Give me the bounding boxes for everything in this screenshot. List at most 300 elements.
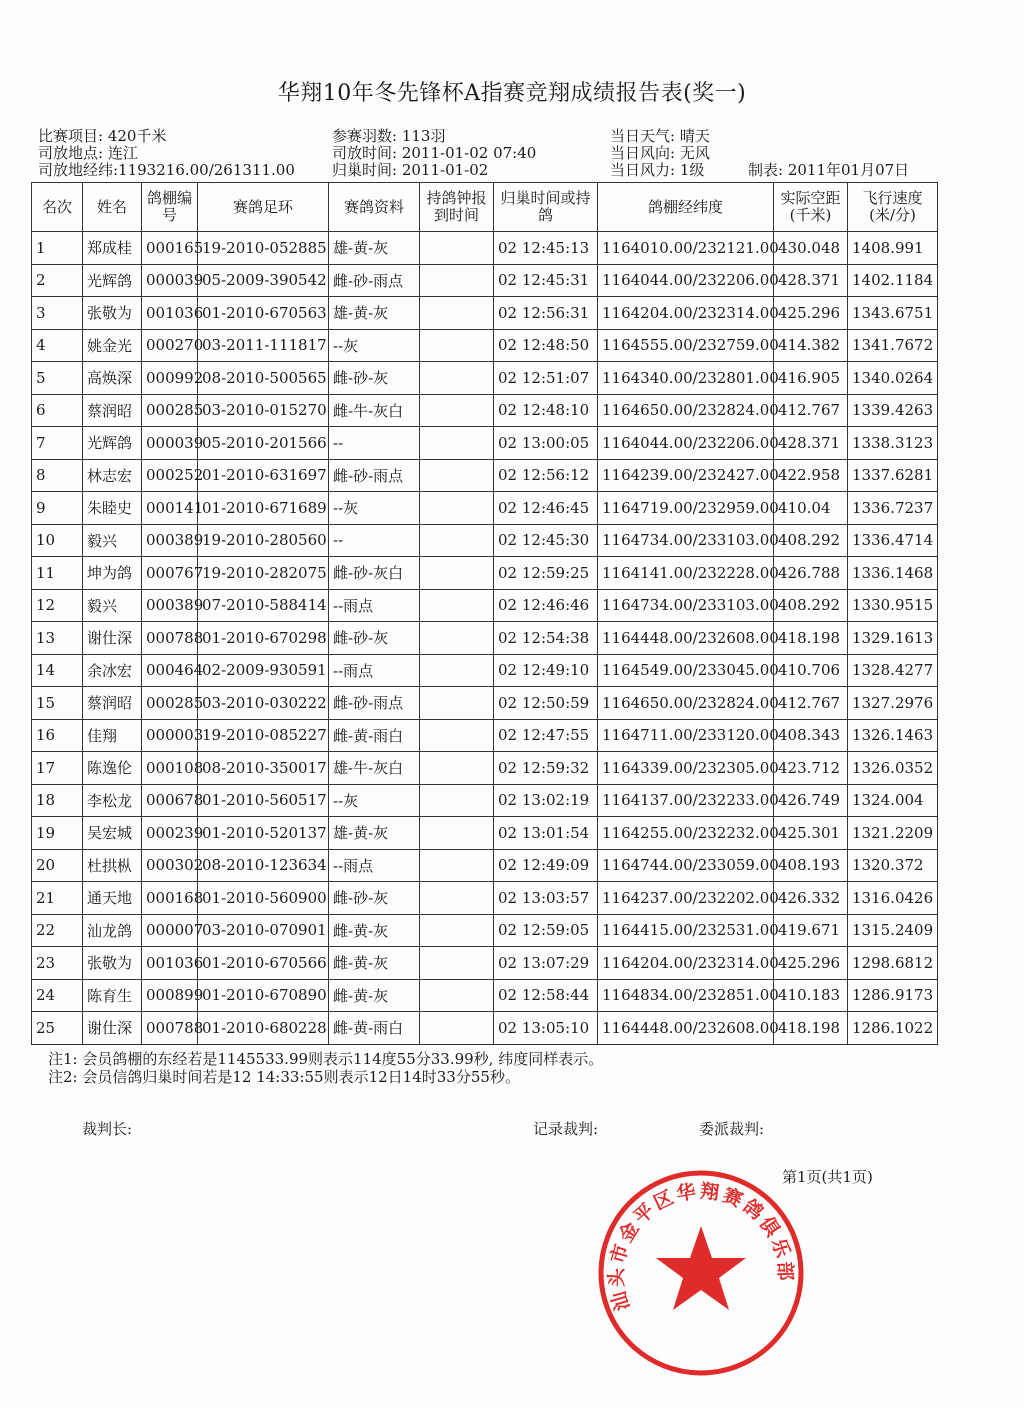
cell-loft-id: 000788: [142, 622, 198, 655]
cell-speed: 1327.2976: [848, 687, 938, 720]
table-row: [32, 687, 938, 720]
cell-name: 光辉鸽: [83, 427, 142, 460]
cell-loft-coords: 1164448.00/232608.00: [598, 1012, 774, 1045]
cell-distance: 412.767: [774, 687, 848, 720]
header-rank: 名次: [32, 183, 83, 232]
table-header-row: [32, 183, 938, 232]
info-made-date: 制表: 2011年01月07日: [748, 161, 910, 179]
results-table: [31, 182, 938, 1045]
cell-loft-coords: 1164239.00/232427.00: [598, 459, 774, 492]
cell-return-time: 02 12:45:13: [494, 232, 598, 265]
cell-bird-info: --: [329, 427, 420, 460]
cell-loft-id: 000389: [142, 524, 198, 557]
info-wind-direction: 当日风向: 无风: [610, 144, 710, 162]
cell-rank: 4: [32, 329, 83, 362]
cell-rank: 25: [32, 1012, 83, 1045]
cell-return-time: 02 13:00:05: [494, 427, 598, 460]
cell-name: 佳翔: [83, 719, 142, 752]
cell-bird-info: --雨点: [329, 654, 420, 687]
table-row: [32, 914, 938, 947]
info-release-site: 司放地点: 连江: [38, 144, 138, 162]
cell-speed: 1316.0426: [848, 882, 938, 915]
table-row: [32, 459, 938, 492]
cell-ring: 01-2010-520137: [198, 817, 329, 850]
cell-return-time: 02 12:59:05: [494, 914, 598, 947]
club-seal: [596, 1168, 806, 1378]
cell-loft-id: 000007: [142, 914, 198, 947]
cell-return-time: 02 12:50:59: [494, 687, 598, 720]
table-row: [32, 817, 938, 850]
note-1: 注1: 会员鸽棚的东经若是1145533.99则表示114度55分33.99秒, 纬度同样表示。: [48, 1050, 604, 1068]
cell-rank: 13: [32, 622, 83, 655]
cell-clock-time: [420, 492, 494, 525]
table-row: [32, 362, 938, 395]
cell-name: 毅兴: [83, 524, 142, 557]
cell-distance: 425.296: [774, 297, 848, 330]
cell-speed: 1326.0352: [848, 752, 938, 785]
seal-text: 汕头市金平区华翔赛鸽俱乐部: [605, 1180, 797, 1314]
cell-ring: 03-2010-015270: [198, 394, 329, 427]
cell-rank: 24: [32, 979, 83, 1012]
cell-bird-info: --灰: [329, 492, 420, 525]
cell-speed: 1286.9173: [848, 979, 938, 1012]
info-event: 比赛项目: 420千米: [38, 127, 167, 145]
cell-return-time: 02 13:05:10: [494, 1012, 598, 1045]
cell-ring: 01-2010-670890: [198, 979, 329, 1012]
cell-name: 高焕深: [83, 362, 142, 395]
cell-loft-coords: 1164044.00/232206.00: [598, 264, 774, 297]
cell-bird-info: 雌-黄-雨白: [329, 719, 420, 752]
cell-name: 林志宏: [83, 459, 142, 492]
cell-name: 谢仕深: [83, 1012, 142, 1045]
cell-loft-id: 000039: [142, 427, 198, 460]
cell-rank: 6: [32, 394, 83, 427]
cell-loft-id: 000788: [142, 1012, 198, 1045]
cell-clock-time: [420, 817, 494, 850]
cell-clock-time: [420, 589, 494, 622]
cell-clock-time: [420, 264, 494, 297]
cell-bird-info: 雄-黄-灰: [329, 297, 420, 330]
cell-ring: 19-2010-052885: [198, 232, 329, 265]
cell-loft-id: 000899: [142, 979, 198, 1012]
cell-name: 李松龙: [83, 784, 142, 817]
header-distance: 实际空距(千米): [774, 183, 848, 232]
table-row: [32, 849, 938, 882]
table-row: [32, 622, 938, 655]
cell-distance: 412.767: [774, 394, 848, 427]
cell-return-time: 02 12:46:46: [494, 589, 598, 622]
cell-loft-coords: 1164010.00/232121.00: [598, 232, 774, 265]
cell-speed: 1341.7672: [848, 329, 938, 362]
cell-return-time: 02 13:07:29: [494, 947, 598, 980]
cell-rank: 21: [32, 882, 83, 915]
table-row: [32, 654, 938, 687]
cell-name: 蔡润昭: [83, 687, 142, 720]
cell-name: 张敬为: [83, 947, 142, 980]
cell-loft-id: 000165: [142, 232, 198, 265]
table-row: [32, 329, 938, 362]
cell-clock-time: [420, 1012, 494, 1045]
cell-name: 姚金光: [83, 329, 142, 362]
cell-rank: 3: [32, 297, 83, 330]
cell-name: 陈逸伦: [83, 752, 142, 785]
cell-rank: 14: [32, 654, 83, 687]
cell-bird-info: 雄-黄-灰: [329, 232, 420, 265]
cell-name: 通天地: [83, 882, 142, 915]
cell-speed: 1340.0264: [848, 362, 938, 395]
page-number: 第1页(共1页): [782, 1168, 873, 1186]
cell-loft-coords: 1164204.00/232314.00: [598, 947, 774, 980]
cell-loft-id: 001036: [142, 297, 198, 330]
table-row: [32, 752, 938, 785]
cell-rank: 8: [32, 459, 83, 492]
cell-clock-time: [420, 297, 494, 330]
cell-loft-coords: 1164255.00/232232.00: [598, 817, 774, 850]
cell-return-time: 02 12:47:55: [494, 719, 598, 752]
info-column-2: [332, 128, 536, 179]
cell-ring: 05-2010-201566: [198, 427, 329, 460]
cell-distance: 423.712: [774, 752, 848, 785]
info-return-time: 归巢时间: 2011-01-02: [332, 161, 489, 179]
cell-loft-coords: 1164340.00/232801.00: [598, 362, 774, 395]
cell-ring: 19-2010-085227: [198, 719, 329, 752]
cell-bird-info: 雄-牛-灰白: [329, 752, 420, 785]
cell-return-time: 02 12:56:31: [494, 297, 598, 330]
cell-ring: 01-2010-670566: [198, 947, 329, 980]
cell-rank: 10: [32, 524, 83, 557]
cell-loft-coords: 1164415.00/232531.00: [598, 914, 774, 947]
table-row: [32, 719, 938, 752]
header-ring: 赛鸽足环: [198, 183, 329, 232]
info-entries: 参赛羽数: 113羽: [332, 127, 446, 145]
cell-return-time: 02 12:54:38: [494, 622, 598, 655]
cell-clock-time: [420, 362, 494, 395]
cell-clock-time: [420, 329, 494, 362]
info-release-coords: 司放地经纬:1193216.00/261311.00: [38, 161, 295, 179]
info-wind-force: 当日风力: 1级: [610, 161, 705, 179]
cell-speed: 1336.7237: [848, 492, 938, 525]
header-bird-info: 赛鸽资料: [329, 183, 420, 232]
cell-speed: 1326.1463: [848, 719, 938, 752]
cell-speed: 1339.4263: [848, 394, 938, 427]
cell-loft-coords: 1164237.00/232202.00: [598, 882, 774, 915]
info-weather: 当日天气: 晴天: [610, 127, 710, 145]
cell-ring: 01-2010-560900: [198, 882, 329, 915]
cell-ring: 08-2010-123634: [198, 849, 329, 882]
cell-clock-time: [420, 752, 494, 785]
cell-name: 蔡润昭: [83, 394, 142, 427]
cell-bird-info: --灰: [329, 784, 420, 817]
cell-ring: 19-2010-282075: [198, 557, 329, 590]
cell-loft-coords: 1164711.00/233120.00: [598, 719, 774, 752]
cell-rank: 9: [32, 492, 83, 525]
cell-clock-time: [420, 947, 494, 980]
cell-speed: 1286.1022: [848, 1012, 938, 1045]
cell-name: 汕龙鸽: [83, 914, 142, 947]
note-2: 注2: 会员信鸽归巢时间若是12 14:33:55则表示12日14时33分55秒。: [48, 1068, 520, 1086]
table-row: [32, 882, 938, 915]
cell-loft-coords: 1164734.00/233103.00: [598, 589, 774, 622]
cell-return-time: 02 12:59:25: [494, 557, 598, 590]
header-return-time: 归巢时间或持鸽: [494, 183, 598, 232]
cell-ring: 08-2010-500565: [198, 362, 329, 395]
cell-bird-info: 雌-砂-灰白: [329, 557, 420, 590]
signature-recording-judge: 记录裁判:: [533, 1120, 599, 1138]
notes: [48, 1050, 603, 1086]
cell-name: 陈育生: [83, 979, 142, 1012]
cell-loft-id: 001036: [142, 947, 198, 980]
cell-loft-id: 000302: [142, 849, 198, 882]
header-loft-id: 鸽棚编号: [142, 183, 198, 232]
header-clock-time: 持鸽钟报到时间: [420, 183, 494, 232]
star-icon: [656, 1226, 746, 1310]
cell-ring: 01-2010-670298: [198, 622, 329, 655]
cell-loft-coords: 1164834.00/232851.00: [598, 979, 774, 1012]
cell-clock-time: [420, 914, 494, 947]
cell-bird-info: 雌-砂-灰: [329, 362, 420, 395]
cell-bird-info: 雌-黄-灰: [329, 979, 420, 1012]
cell-bird-info: 雌-砂-雨点: [329, 687, 420, 720]
cell-loft-coords: 1164204.00/232314.00: [598, 297, 774, 330]
signature-chief-judge: 裁判长:: [82, 1120, 133, 1138]
cell-distance: 408.193: [774, 849, 848, 882]
cell-bird-info: 雌-砂-雨点: [329, 459, 420, 492]
cell-clock-time: [420, 394, 494, 427]
cell-clock-time: [420, 687, 494, 720]
table-row: [32, 947, 938, 980]
cell-distance: 418.198: [774, 1012, 848, 1045]
cell-speed: 1402.1184: [848, 264, 938, 297]
cell-speed: 1336.4714: [848, 524, 938, 557]
cell-ring: 08-2010-350017: [198, 752, 329, 785]
cell-return-time: 02 12:48:50: [494, 329, 598, 362]
cell-speed: 1343.6751: [848, 297, 938, 330]
cell-return-time: 02 13:02:19: [494, 784, 598, 817]
cell-loft-coords: 1164549.00/233045.00: [598, 654, 774, 687]
cell-distance: 410.706: [774, 654, 848, 687]
cell-rank: 17: [32, 752, 83, 785]
cell-distance: 408.343: [774, 719, 848, 752]
cell-ring: 07-2010-588414: [198, 589, 329, 622]
cell-distance: 428.371: [774, 264, 848, 297]
cell-loft-id: 000252: [142, 459, 198, 492]
cell-bird-info: 雌-黄-灰: [329, 947, 420, 980]
header-name: 姓名: [83, 183, 142, 232]
cell-return-time: 02 12:58:44: [494, 979, 598, 1012]
cell-bird-info: 雌-砂-灰: [329, 622, 420, 655]
cell-rank: 23: [32, 947, 83, 980]
cell-return-time: 02 13:03:57: [494, 882, 598, 915]
cell-speed: 1408.991: [848, 232, 938, 265]
cell-loft-coords: 1164719.00/232959.00: [598, 492, 774, 525]
cell-distance: 426.332: [774, 882, 848, 915]
cell-bird-info: 雌-砂-雨点: [329, 264, 420, 297]
cell-name: 毅兴: [83, 589, 142, 622]
cell-rank: 7: [32, 427, 83, 460]
cell-rank: 15: [32, 687, 83, 720]
cell-distance: 428.371: [774, 427, 848, 460]
table-row: [32, 232, 938, 265]
cell-loft-id: 000992: [142, 362, 198, 395]
cell-distance: 426.788: [774, 557, 848, 590]
cell-return-time: 02 12:45:30: [494, 524, 598, 557]
cell-loft-coords: 1164650.00/232824.00: [598, 687, 774, 720]
cell-return-time: 02 12:51:07: [494, 362, 598, 395]
table-row: [32, 394, 938, 427]
cell-distance: 408.292: [774, 524, 848, 557]
cell-distance: 418.198: [774, 622, 848, 655]
cell-ring: 02-2009-930591: [198, 654, 329, 687]
cell-name: 朱睦史: [83, 492, 142, 525]
cell-loft-coords: 1164650.00/232824.00: [598, 394, 774, 427]
cell-speed: 1324.004: [848, 784, 938, 817]
cell-clock-time: [420, 622, 494, 655]
info-column-1: [38, 128, 295, 179]
table-row: [32, 784, 938, 817]
cell-rank: 16: [32, 719, 83, 752]
cell-speed: 1315.2409: [848, 914, 938, 947]
cell-clock-time: [420, 232, 494, 265]
cell-bird-info: 雌-黄-雨白: [329, 1012, 420, 1045]
cell-name: 杜拱枞: [83, 849, 142, 882]
table-row: [32, 979, 938, 1012]
cell-speed: 1336.1468: [848, 557, 938, 590]
cell-loft-coords: 1164339.00/232305.00: [598, 752, 774, 785]
cell-loft-id: 000285: [142, 687, 198, 720]
cell-distance: 416.905: [774, 362, 848, 395]
cell-bird-info: 雌-黄-灰: [329, 914, 420, 947]
cell-clock-time: [420, 979, 494, 1012]
cell-bird-info: --: [329, 524, 420, 557]
cell-loft-id: 000239: [142, 817, 198, 850]
table-row: [32, 264, 938, 297]
cell-clock-time: [420, 459, 494, 492]
cell-loft-coords: 1164734.00/233103.00: [598, 524, 774, 557]
cell-name: 余冰宏: [83, 654, 142, 687]
cell-ring: 01-2010-560517: [198, 784, 329, 817]
cell-distance: 408.292: [774, 589, 848, 622]
cell-clock-time: [420, 882, 494, 915]
cell-name: 谢仕深: [83, 622, 142, 655]
cell-ring: 03-2010-030222: [198, 687, 329, 720]
cell-bird-info: --雨点: [329, 589, 420, 622]
header-speed: 飞行速度(米/分): [848, 183, 938, 232]
cell-speed: 1337.6281: [848, 459, 938, 492]
cell-loft-coords: 1164744.00/233059.00: [598, 849, 774, 882]
cell-distance: 410.183: [774, 979, 848, 1012]
cell-loft-coords: 1164555.00/232759.00: [598, 329, 774, 362]
cell-loft-id: 000767: [142, 557, 198, 590]
cell-rank: 1: [32, 232, 83, 265]
cell-clock-time: [420, 557, 494, 590]
table-row: [32, 557, 938, 590]
table-row: [32, 1012, 938, 1045]
cell-ring: 01-2010-680228: [198, 1012, 329, 1045]
cell-distance: 425.301: [774, 817, 848, 850]
info-release-time: 司放时间: 2011-01-02 07:40: [332, 144, 537, 162]
cell-rank: 12: [32, 589, 83, 622]
cell-name: 光辉鸽: [83, 264, 142, 297]
cell-ring: 03-2011-111817: [198, 329, 329, 362]
cell-name: 张敬为: [83, 297, 142, 330]
cell-speed: 1330.9515: [848, 589, 938, 622]
cell-rank: 2: [32, 264, 83, 297]
cell-distance: 414.382: [774, 329, 848, 362]
cell-ring: 01-2010-631697: [198, 459, 329, 492]
cell-speed: 1328.4277: [848, 654, 938, 687]
cell-return-time: 02 12:56:12: [494, 459, 598, 492]
cell-clock-time: [420, 524, 494, 557]
cell-bird-info: --雨点: [329, 849, 420, 882]
cell-speed: 1320.372: [848, 849, 938, 882]
cell-name: 吴宏城: [83, 817, 142, 850]
cell-clock-time: [420, 849, 494, 882]
cell-loft-coords: 1164448.00/232608.00: [598, 622, 774, 655]
cell-rank: 5: [32, 362, 83, 395]
cell-loft-id: 000108: [142, 752, 198, 785]
cell-bird-info: 雌-牛-灰白: [329, 394, 420, 427]
cell-rank: 18: [32, 784, 83, 817]
cell-loft-coords: 1164137.00/232233.00: [598, 784, 774, 817]
cell-ring: 19-2010-280560: [198, 524, 329, 557]
cell-distance: 422.958: [774, 459, 848, 492]
cell-bird-info: 雌-砂-灰: [329, 882, 420, 915]
cell-name: 坤为鸽: [83, 557, 142, 590]
cell-rank: 22: [32, 914, 83, 947]
cell-rank: 19: [32, 817, 83, 850]
cell-ring: 03-2010-070901: [198, 914, 329, 947]
document-title: 华翔10年冬先锋杯A指赛竞翔成绩报告表(奖一): [277, 81, 747, 106]
cell-rank: 11: [32, 557, 83, 590]
cell-distance: 426.749: [774, 784, 848, 817]
cell-speed: 1338.3123: [848, 427, 938, 460]
cell-return-time: 02 12:45:31: [494, 264, 598, 297]
table-row: [32, 297, 938, 330]
cell-speed: 1329.1613: [848, 622, 938, 655]
cell-clock-time: [420, 654, 494, 687]
cell-rank: 20: [32, 849, 83, 882]
cell-distance: 430.048: [774, 232, 848, 265]
cell-bird-info: --灰: [329, 329, 420, 362]
signature-delegate-judge: 委派裁判:: [699, 1120, 765, 1138]
cell-clock-time: [420, 427, 494, 460]
cell-clock-time: [420, 719, 494, 752]
cell-loft-id: 000003: [142, 719, 198, 752]
cell-distance: 425.296: [774, 947, 848, 980]
cell-distance: 419.671: [774, 914, 848, 947]
cell-ring: 01-2010-670563: [198, 297, 329, 330]
cell-loft-id: 000678: [142, 784, 198, 817]
cell-loft-id: 000270: [142, 329, 198, 362]
cell-loft-id: 000464: [142, 654, 198, 687]
cell-loft-id: 000141: [142, 492, 198, 525]
cell-return-time: 02 13:01:54: [494, 817, 598, 850]
cell-loft-coords: 1164044.00/232206.00: [598, 427, 774, 460]
cell-clock-time: [420, 784, 494, 817]
cell-return-time: 02 12:49:09: [494, 849, 598, 882]
table-row: [32, 492, 938, 525]
cell-bird-info: 雄-黄-灰: [329, 817, 420, 850]
info-column-3: [610, 128, 710, 179]
table-row: [32, 524, 938, 557]
cell-loft-coords: 1164141.00/232228.00: [598, 557, 774, 590]
cell-loft-id: 000389: [142, 589, 198, 622]
table-row: [32, 589, 938, 622]
cell-return-time: 02 12:48:10: [494, 394, 598, 427]
cell-speed: 1321.2209: [848, 817, 938, 850]
table-row: [32, 427, 938, 460]
cell-speed: 1298.6812: [848, 947, 938, 980]
